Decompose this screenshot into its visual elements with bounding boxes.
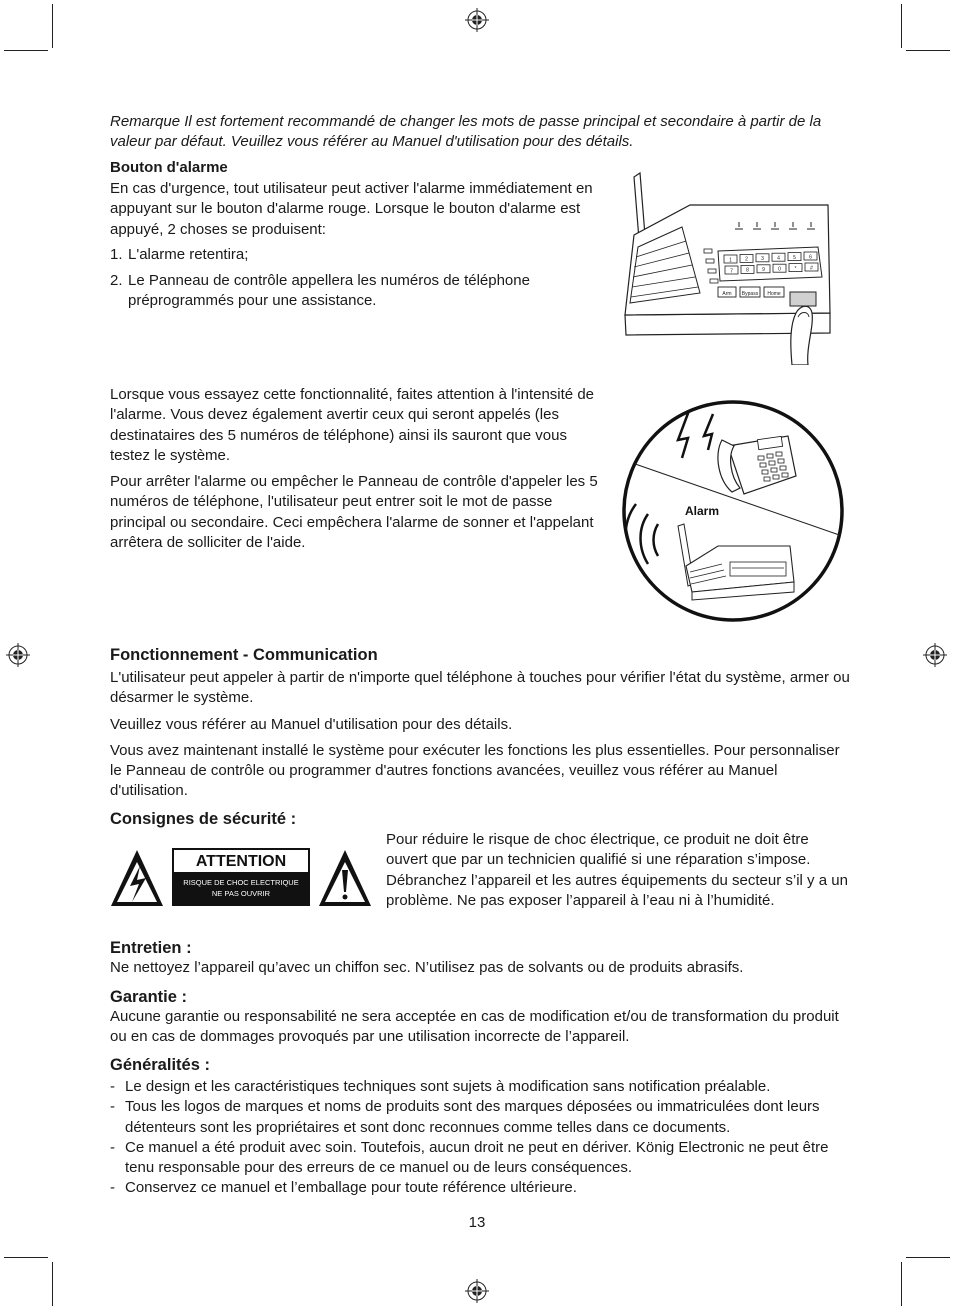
remark-note: Remarque Il est fortement recommandé de changer les mots de passe principal et secondaire à partir de la valeur par défaut. Veuillez vous référer au Manuel d'utilisation pour des détails. <box>110 113 822 151</box>
electric-shock-warning-icon <box>111 850 163 906</box>
testing-section <box>110 385 602 553</box>
general-section <box>110 1055 850 1199</box>
list-item-number: 2. <box>110 272 123 290</box>
warranty-text: Aucune garantie ou responsabilité ne sera acceptée en cas de modification et/ou de transformation du produit ou en cas de dommages provoqués par une utilisation incorrecte de l’appareil. <box>110 1008 839 1046</box>
communication-heading: Fonctionnement - Communication <box>110 646 378 664</box>
keypad-key-label: # <box>810 265 813 272</box>
keypad-key-label: 7 <box>730 268 733 275</box>
alarm-button-section <box>110 158 600 312</box>
keypad-key-label: 2 <box>745 256 748 263</box>
keypad-key-label: 5 <box>793 254 796 261</box>
maintenance-text: Ne nettoyez l’appareil qu’avec un chiffon sec. N’utilisez pas de solvants ou de produits abrasifs. <box>110 959 744 976</box>
keypad-key-label: 1 <box>729 257 732 264</box>
list-item-number: 1. <box>110 245 123 263</box>
list-dash: - <box>110 1078 115 1095</box>
registration-mark-left <box>6 643 30 667</box>
keypad-key-label: * <box>794 265 797 272</box>
testing-paragraph: Lorsque vous essayez cette fonctionnalité, faites attention à l'intensité de l'alarme. Vous devez également avertir ceux qui seront appelés (les destinataires des 5 numéros de téléphone) ainsi ils sauront que vous testez le système. <box>110 386 594 464</box>
list-dash: - <box>110 1098 115 1116</box>
alarm-button-shape <box>790 292 816 306</box>
alarm-button-intro: En cas d'urgence, tout utilisateur peut activer l'alarme immédiatement en appuyant sur le bouton d'alarme rouge. Lorsque le bouton d'alarme est appuyé, 2 choses se produisent: <box>110 180 593 238</box>
alarm-button-heading: Bouton d'alarme <box>110 159 228 176</box>
keypad-key-label: 6 <box>809 254 812 261</box>
registration-mark-right <box>923 643 947 667</box>
registration-mark-bottom <box>465 1279 489 1303</box>
registration-mark-top <box>465 8 489 32</box>
exclamation-warning-icon <box>319 850 371 906</box>
list-item-text: Le design et les caractéristiques techniques sont sujets à modification sans notification préalable. <box>125 1078 771 1095</box>
home-button-label: Home <box>767 291 781 297</box>
list-dash: - <box>110 1138 115 1156</box>
bypass-button-label: Bypass <box>741 291 759 297</box>
alarm-call-illustration <box>618 396 848 626</box>
list-item <box>110 1178 850 1198</box>
list-item <box>110 245 600 265</box>
maintenance-heading: Entretien : <box>110 939 192 957</box>
stop-alarm-paragraph: Pour arrêter l'alarme ou empêcher le Panneau de contrôle d'appeler les 5 numéros de téléphone, l'utilisateur peut entrer soit le mot de passe principal ou secondaire. Ceci empêchera l'alarme de sonner et l'appelant arrêtera de solliciter de l'aide. <box>110 473 598 552</box>
communication-section <box>110 645 850 802</box>
page-number: 13 <box>468 1214 486 1231</box>
keypad-key-label: 9 <box>762 267 765 274</box>
keypad-key-label: 4 <box>777 255 780 262</box>
warning-label <box>110 846 372 910</box>
communication-paragraph: L'utilisateur peut appeler à partir de n'importe quel téléphone à touches pour vérifier l'état du système, armer ou désarmer le système. <box>110 669 850 707</box>
list-item-text: L'alarme retentira; <box>128 245 249 263</box>
keypad-key-label: 8 <box>746 267 749 274</box>
communication-paragraph: Vous avez maintenant installé le système pour exécuter les fonctions les plus essentielles. Pour personnaliser le Panneau de contrôle ou programmer d'autres fonctions avancées, veuillez vous référer au Manuel d'utilisation. <box>110 741 840 800</box>
list-item <box>110 271 600 312</box>
warranty-heading: Garantie : <box>110 988 188 1006</box>
list-item <box>110 1138 850 1179</box>
general-heading: Généralités : <box>110 1056 210 1074</box>
arm-button-label: Arm <box>722 291 732 297</box>
attention-line: NE PAS OUVRIR <box>211 889 271 898</box>
control-panel-illustration <box>620 165 835 365</box>
keypad-key-label: 3 <box>761 256 764 263</box>
list-item-text: Le Panneau de contrôle appellera les numéros de téléphone préprogrammés pour une assistance. <box>128 272 530 310</box>
safety-text: Pour réduire le risque de choc électrique, ce produit ne doit être ouvert que par un technicien qualifié si une réparation s’impose. Débranchez l’appareil et les autres équipements du secteur s’il y a un problème. Ne pas exposer l’appareil à l’eau ni à l’humidité. <box>386 831 848 909</box>
list-dash: - <box>110 1179 115 1197</box>
list-item-text: Conservez ce manuel et l’emballage pour toute référence ultérieure. <box>125 1179 577 1197</box>
attention-line: RISQUE DE CHOC ELECTRIQUE <box>183 878 299 887</box>
list-item <box>110 1097 850 1138</box>
alarm-label: Alarm <box>685 504 720 518</box>
keypad-key-label: 0 <box>778 266 781 273</box>
safety-heading: Consignes de sécurité : <box>110 810 297 828</box>
list-item <box>110 1077 850 1097</box>
list-item-text: Tous les logos de marques et noms de produits sont des marques déposées ou immatriculées dont leurs détenteurs sont les propriétaires et sont donc reconnues comme telles dans ce documents. <box>125 1098 820 1136</box>
attention-title: ATTENTION <box>195 853 287 870</box>
list-item-text: Ce manuel a été produit avec soin. Toutefois, aucun droit ne peut en dériver. König Electronic ne peut être tenu responsable pour des erreurs de ce manuel ou de leurs conséquences. <box>125 1138 829 1177</box>
communication-paragraph: Veuillez vous référer au Manuel d'utilisation pour des détails. <box>110 715 513 733</box>
